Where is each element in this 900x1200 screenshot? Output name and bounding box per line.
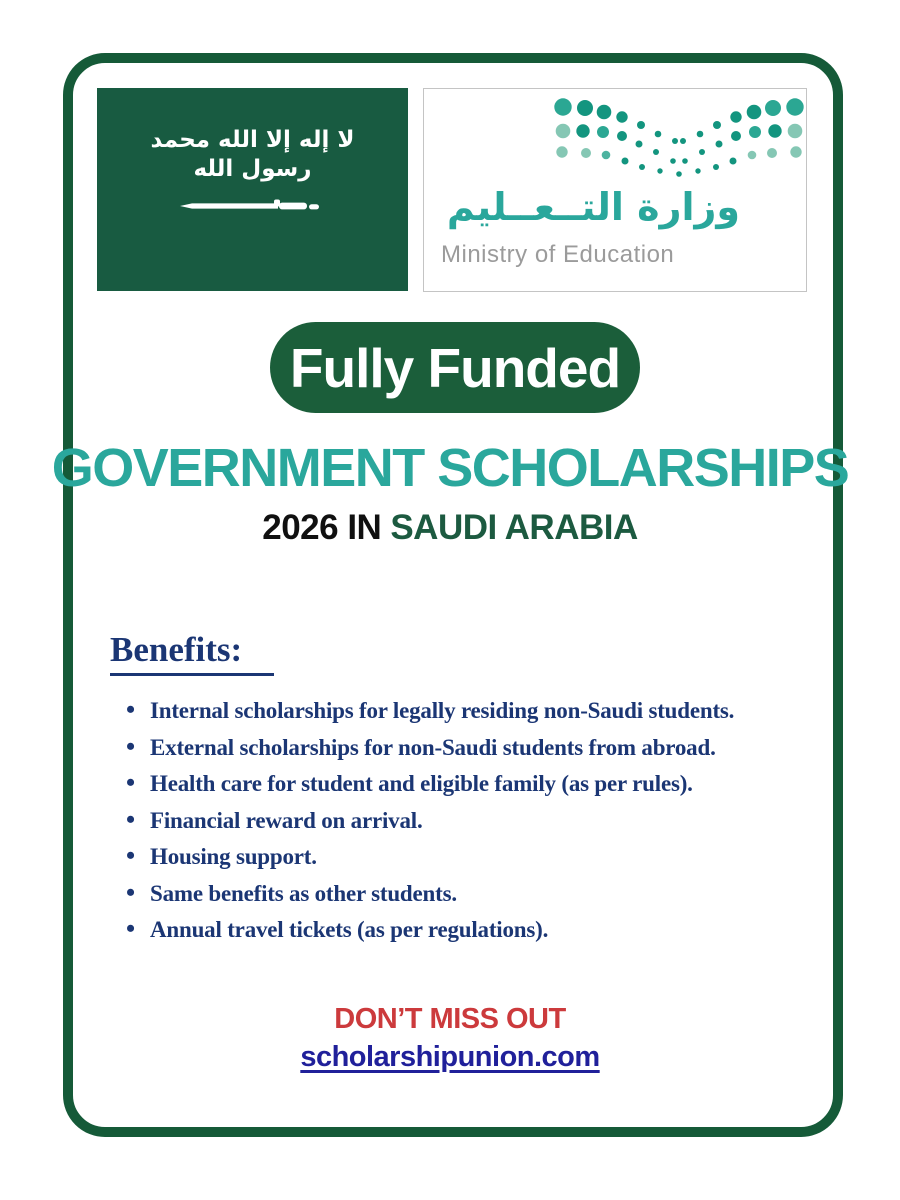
subtitle-country: SAUDI ARABIA [390, 508, 638, 547]
main-title: GOVERNMENT SCHOLARSHIPS [51, 438, 849, 498]
ministry-english-name: Ministry of Education [441, 241, 675, 268]
benefit-item: • Internal scholarships for legally residing non-Saudi students. [110, 693, 790, 730]
benefit-item: • External scholarships for non-Saudi students from abroad. [110, 730, 790, 767]
subtitle-year: 2026 IN [262, 508, 382, 547]
shahada-calligraphy: لا إله إلا الله محمد رسول الله [150, 127, 355, 182]
subtitle [40, 508, 860, 548]
benefits-list [110, 693, 790, 949]
benefit-item: • Same benefits as other students. [110, 876, 790, 913]
website-link[interactable]: scholarshipunion.com [300, 1041, 600, 1073]
website-row [40, 1041, 860, 1074]
ministry-logo-dots-graphic [552, 95, 804, 187]
benefits-heading: Benefits: [110, 630, 274, 676]
ministry-arabic-name: وزارة التــعــليم [446, 185, 740, 229]
benefit-item: • Housing support. [110, 839, 790, 876]
badge-label: Fully Funded [289, 336, 621, 399]
sword-icon [178, 198, 328, 214]
benefit-item: • Health care for student and eligible family (as per rules). [110, 766, 790, 803]
benefit-item: • Financial reward on arrival. [110, 803, 790, 840]
cta-text: DON’T MISS OUT [334, 1003, 566, 1035]
benefits-section [110, 630, 790, 949]
saudi-flag [97, 88, 408, 291]
benefit-item: • Annual travel tickets (as per regulations). [110, 912, 790, 949]
fully-funded-badge [270, 322, 640, 413]
ministry-of-education-logo [423, 88, 807, 292]
